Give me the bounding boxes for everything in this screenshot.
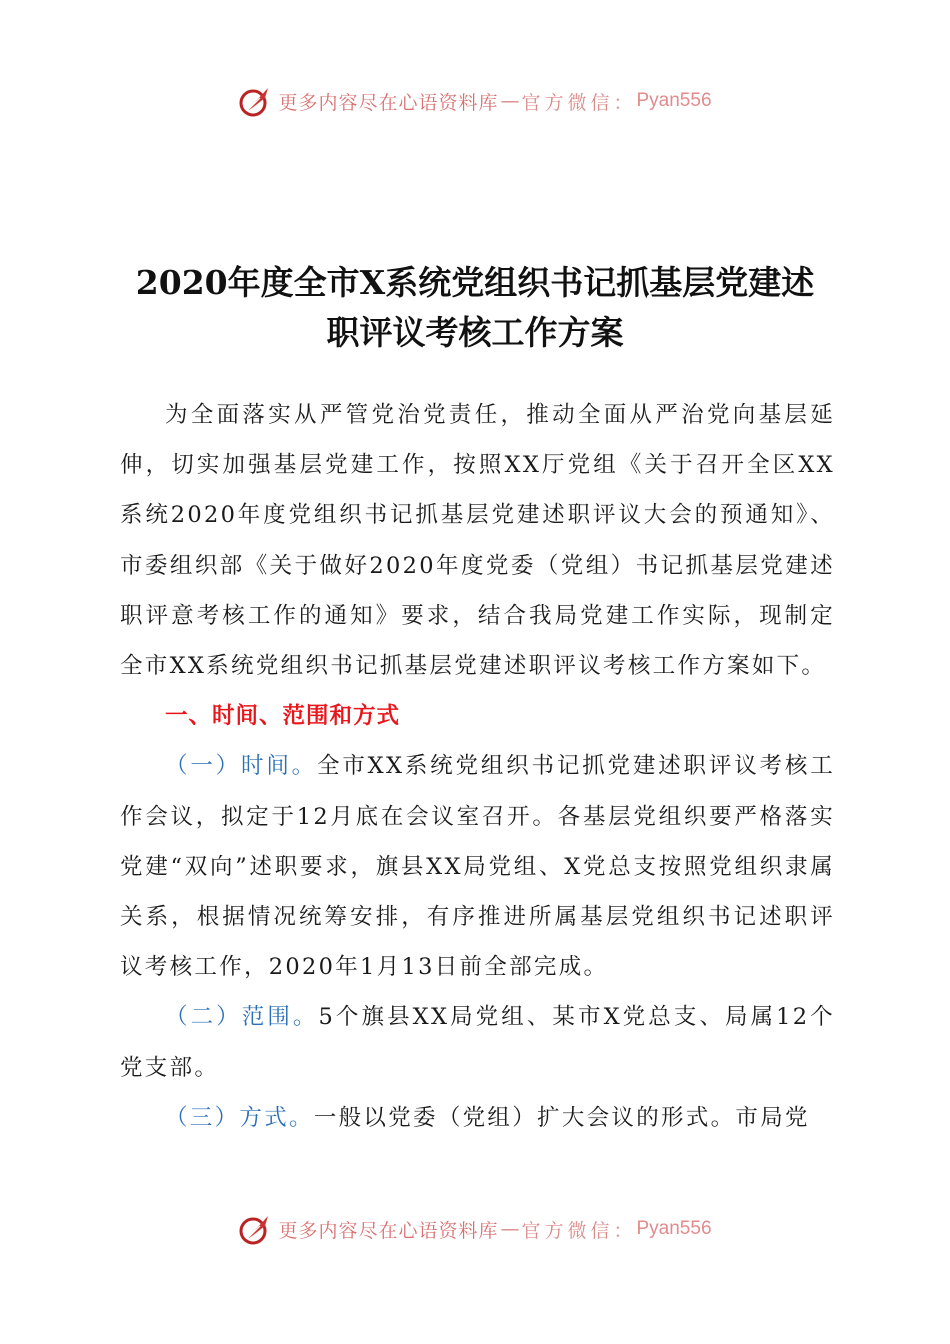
watermark-wechat-id: Pyan556 xyxy=(636,90,712,111)
title-line-2: 职评议考核工作方案 xyxy=(326,313,624,352)
item-text-time: 全市XX系统党组织书记抓党建述职评议考核工作会议，拟定于12月底在会议室召开。各基层党组织要严格落实党建“双向”述职要求，旗县XX局党组、X党总支按照党组织隶属关系，根据情况统筹安排，有序推进所属基层党组织书记述职评议考核工作，2020年1月13日前全部完成。 xyxy=(120,753,835,981)
quill-logo-icon xyxy=(238,1212,272,1246)
watermark-separator: — xyxy=(500,90,520,112)
section-1-item-method xyxy=(120,1093,835,1143)
title-line-1: 2020年度全市X系统党组织书记抓基层党建述 xyxy=(135,263,815,302)
watermark-site: 更多内容尽在心语资料库 xyxy=(278,91,499,114)
section-1-item-scope xyxy=(120,992,835,1092)
watermark-footer xyxy=(0,1212,950,1246)
document-body xyxy=(120,390,835,1143)
item-label-method: （三）方式。 xyxy=(165,1104,314,1131)
watermark-header xyxy=(0,84,950,118)
watermark-wechat-label: 官方微信： xyxy=(521,1219,637,1242)
intro-paragraph: 为全面落实从严管党治党责任，推动全面从严治党向基层延伸，切实加强基层党建工作，按照XX厅党组《关于召开全区XX系统2020年度党组织书记抓基层党建述职评议大会的预通知》、市委组织部《关于做好2020年度党委（党组）书记抓基层党建述职评意考核工作的通知》要求，结合我局党建工作实际，现制定全市XX系统党组织书记抓基层党建述职评议考核工作方案如下。 xyxy=(120,402,835,680)
watermark-separator: — xyxy=(500,1218,520,1240)
quill-logo-icon xyxy=(238,84,272,118)
section-1-item-time xyxy=(120,741,835,992)
document-title xyxy=(60,258,890,358)
item-text-scope: 5个旗县XX局党组、某市X党总支、局属12个党支部。 xyxy=(120,1004,835,1081)
item-label-scope: （二）范围。 xyxy=(165,1004,319,1031)
watermark-site: 更多内容尽在心语资料库 xyxy=(278,1219,499,1242)
watermark-wechat-label: 官方微信： xyxy=(521,91,637,114)
watermark-wechat-id: Pyan556 xyxy=(636,1218,712,1239)
item-text-method: 一般以党委（党组）扩大会议的形式。市局党 xyxy=(313,1104,810,1131)
item-label-time: （一）时间。 xyxy=(165,753,318,780)
section-1-heading: 一、时间、范围和方式 xyxy=(165,703,401,730)
